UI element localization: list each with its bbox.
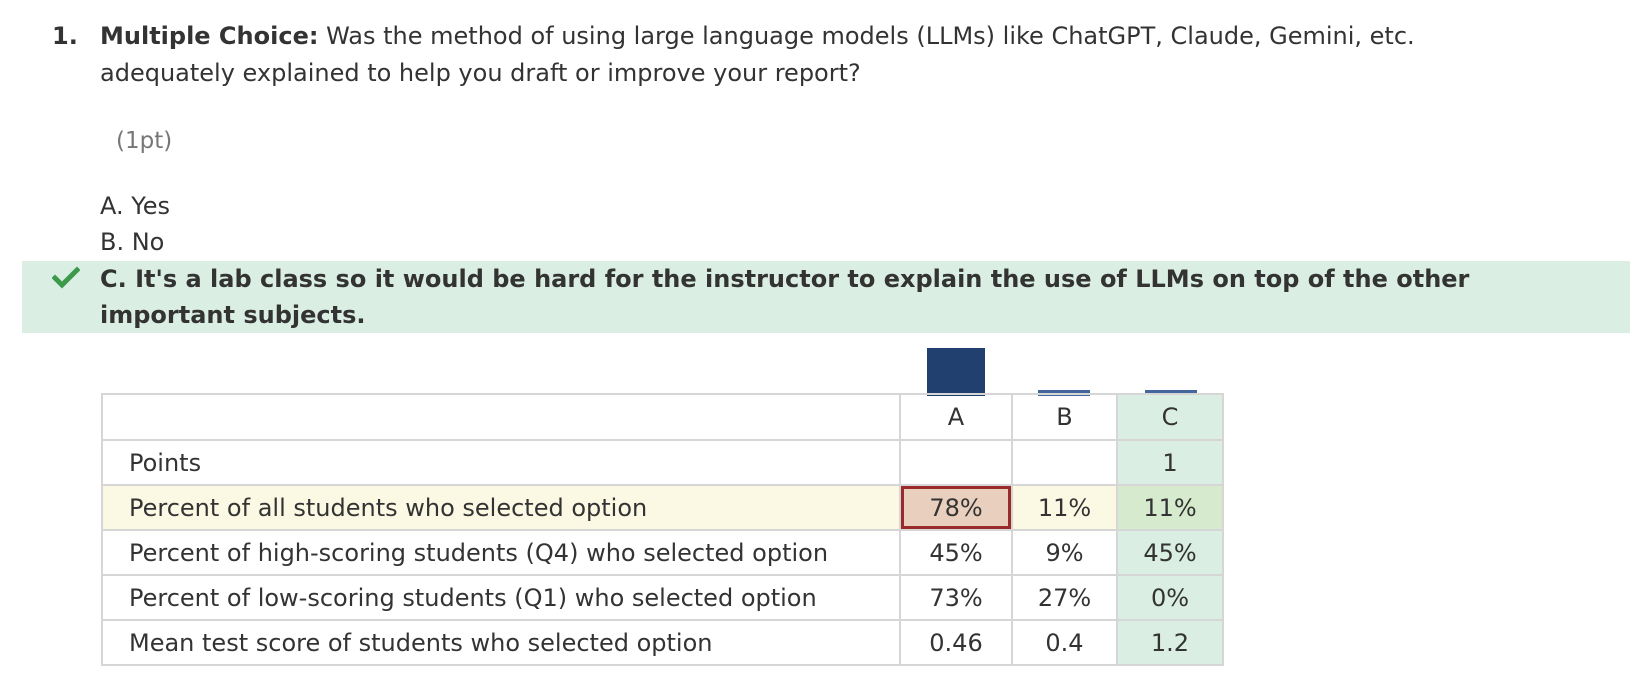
- cell-c: 0%: [1117, 575, 1223, 620]
- column-header-c: C: [1117, 394, 1223, 440]
- response-bar-a: [927, 348, 985, 396]
- cell-c: 1: [1117, 440, 1223, 485]
- cell-a: 45%: [900, 530, 1012, 575]
- question-number: 1.: [52, 22, 78, 50]
- question-type-label: Multiple Choice:: [100, 22, 319, 50]
- row-label: Mean test score of students who selected option: [102, 620, 900, 665]
- question-text: Was the method of using large language models (LLMs) like ChatGPT, Claude, Gemini, etc. adequately explained to help you draft or improve your report?: [100, 22, 1415, 87]
- question-text-block: [100, 18, 1520, 92]
- cell-c: 45%: [1117, 530, 1223, 575]
- column-header-a: A: [900, 394, 1012, 440]
- row-label: Points: [102, 440, 900, 485]
- option-b: B. No: [100, 228, 165, 256]
- cell-c: 1.2: [1117, 620, 1223, 665]
- table-row-percent-high: [102, 530, 1223, 575]
- row-label: Percent of all students who selected option: [102, 485, 900, 530]
- table-row-points: [102, 440, 1223, 485]
- option-a: A. Yes: [100, 192, 170, 220]
- cell-b: 0.4: [1012, 620, 1117, 665]
- row-label: Percent of high-scoring students (Q4) who selected option: [102, 530, 900, 575]
- table-header-row: [102, 394, 1223, 440]
- table-header-blank: [102, 394, 900, 440]
- cell-a: 73%: [900, 575, 1012, 620]
- cell-b: 27%: [1012, 575, 1117, 620]
- cell-c: 11%: [1117, 485, 1223, 530]
- cell-a: 0.46: [900, 620, 1012, 665]
- table-row-percent-all: [102, 485, 1223, 530]
- checkmark-icon: [52, 264, 80, 292]
- response-statistics-table: [101, 393, 1224, 666]
- cell-b: 11%: [1012, 485, 1117, 530]
- table-row-percent-low: [102, 575, 1223, 620]
- row-label: Percent of low-scoring students (Q1) who selected option: [102, 575, 900, 620]
- table-row-mean-score: [102, 620, 1223, 665]
- cell-a: [900, 440, 1012, 485]
- column-header-b: B: [1012, 394, 1117, 440]
- cell-b: 9%: [1012, 530, 1117, 575]
- cell-b: [1012, 440, 1117, 485]
- question-points: (1pt): [116, 128, 173, 154]
- selected-cell-a: 78%: [900, 485, 1012, 530]
- option-c-correct: C. It's a lab class so it would be hard for the instructor to explain the use of LLMs on top of the other important subjects.: [100, 265, 1470, 329]
